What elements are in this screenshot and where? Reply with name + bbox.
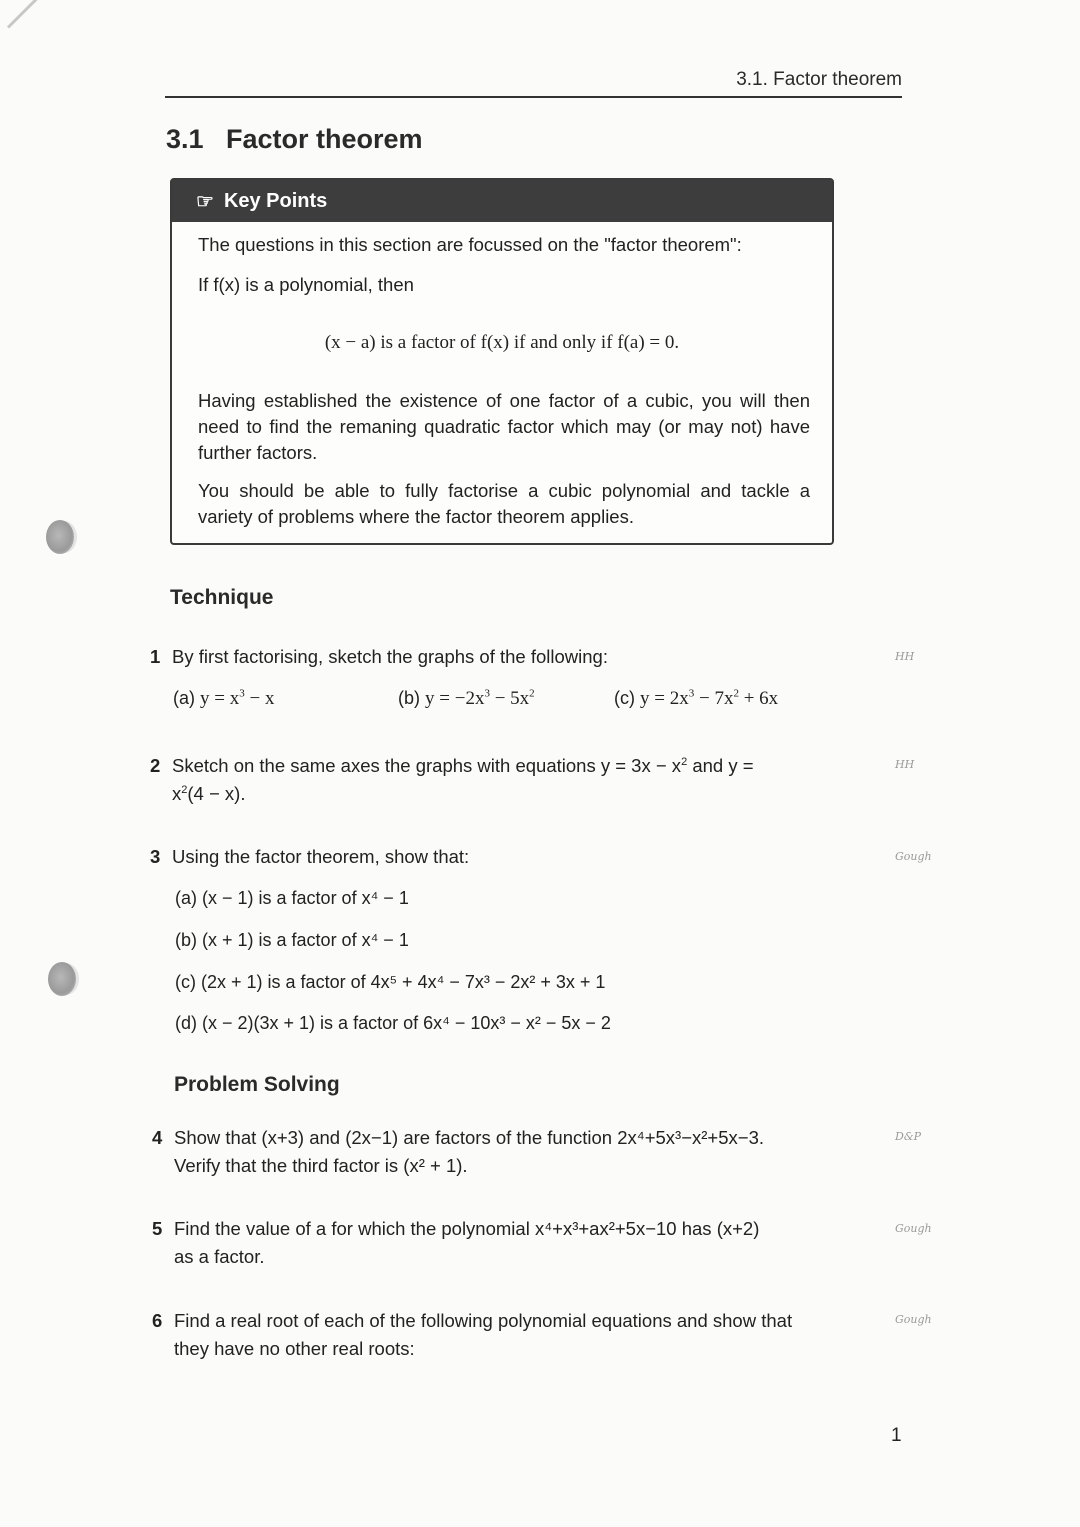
exponent: 2 — [181, 783, 188, 796]
part-text: (2x + 1) is a factor of 4x⁵ + 4x⁴ − 7x³ − 2x² + 3x + 1 — [201, 972, 606, 992]
scan-corner-mark — [7, 0, 42, 29]
part-label: (c) — [175, 972, 196, 992]
question-3c — [175, 972, 605, 993]
question-text: Verify that the third factor is (x² + 1). — [174, 1155, 468, 1176]
part-expr: y = 2x — [640, 688, 689, 709]
key-points-paragraph-2: You should be able to fully factorise a cubic polynomial and tackle a variety of problems where the factor theorem applies. — [198, 480, 810, 527]
punch-hole — [48, 962, 76, 996]
question-text: By first factorising, sketch the graphs of the following: — [172, 646, 608, 667]
part-label: (a) — [173, 688, 195, 708]
question-1 — [150, 643, 840, 671]
problem-solving-heading: Problem Solving — [174, 1073, 340, 1096]
question-text: x — [172, 783, 182, 804]
margin-note: Gough — [895, 1313, 932, 1326]
question-1c — [614, 688, 778, 710]
part-text: (x + 1) is a factor of x⁴ − 1 — [202, 930, 409, 950]
question-number: 1 — [150, 646, 161, 667]
section-number: 3.1 — [166, 124, 204, 154]
question-number: 6 — [152, 1310, 163, 1331]
exponent: 2 — [681, 755, 688, 768]
section-title — [166, 124, 423, 155]
exponent: 2 — [529, 687, 535, 700]
key-points-title: Key Points — [223, 189, 328, 212]
question-3a — [175, 888, 409, 909]
question-1b — [398, 688, 535, 710]
section-title-text: Factor theorem — [226, 124, 423, 154]
part-label: (d) — [175, 1013, 197, 1033]
question-text: Sketch on the same axes the graphs with equations y = 3x − x — [172, 755, 682, 776]
running-header — [165, 66, 902, 98]
question-text: they have no other real roots: — [174, 1338, 415, 1359]
question-text: Show that (x+3) and (2x−1) are factors of the function 2x⁴+5x³−x²+5x−3. — [174, 1127, 764, 1148]
question-3b — [175, 930, 409, 951]
part-expr: y = −2x — [425, 688, 485, 709]
question-text: and y = — [687, 755, 754, 776]
exponent: 3 — [239, 687, 245, 700]
question-5 — [152, 1215, 842, 1271]
question-number: 5 — [152, 1218, 163, 1239]
pointing-hand-icon: ☞ — [196, 190, 214, 213]
technique-heading: Technique — [170, 586, 274, 609]
part-expr: y = x — [200, 688, 240, 709]
part-label: (c) — [614, 688, 635, 708]
question-text: as a factor. — [174, 1246, 265, 1267]
key-points-theorem: (x − a) is a factor of f(x) if and only if f(a) = 0. — [324, 332, 680, 353]
margin-note: Gough — [895, 850, 932, 863]
key-points-intro: The questions in this section are focussed on the "factor theorem": — [198, 234, 742, 255]
exponent: 2 — [733, 687, 739, 700]
key-points-header — [172, 180, 832, 222]
question-4 — [152, 1124, 842, 1180]
question-6 — [152, 1307, 842, 1363]
part-expr: − x — [244, 688, 275, 709]
part-expr: − 7x — [694, 688, 734, 709]
key-points-premise: If f(x) is a polynomial, then — [198, 274, 414, 295]
question-1a — [173, 688, 274, 710]
exponent: 3 — [688, 687, 695, 700]
question-2 — [150, 752, 840, 808]
part-expr: − 5x — [489, 688, 530, 709]
key-points-paragraph-1: Having established the existence of one factor of a cubic, you will then need to find the remaning quadratic factor which may (or may not) have further factors. — [198, 390, 810, 463]
question-number: 3 — [150, 846, 161, 867]
question-3 — [150, 843, 840, 871]
punch-hole — [46, 520, 74, 554]
part-label: (b) — [398, 688, 420, 708]
part-text: (x − 1) is a factor of x⁴ − 1 — [202, 888, 409, 908]
running-header-text: 3.1. Factor theorem — [736, 69, 902, 90]
margin-note: HH — [895, 758, 915, 771]
question-number: 2 — [150, 755, 161, 776]
part-text: (x − 2)(3x + 1) is a factor of 6x⁴ − 10x³ − x² − 5x − 2 — [202, 1013, 611, 1033]
margin-note: HH — [895, 650, 915, 663]
margin-note: D&P — [895, 1130, 922, 1143]
question-text: (4 − x). — [187, 783, 246, 804]
key-points-box — [170, 178, 834, 545]
margin-note: Gough — [895, 1222, 932, 1235]
question-text: Find a real root of each of the following polynomial equations and show that — [174, 1310, 793, 1331]
question-text: Find the value of a for which the polynomial x⁴+x³+ax²+5x−10 has (x+2) — [174, 1218, 760, 1239]
page-number: 1 — [891, 1425, 902, 1446]
part-label: (b) — [175, 930, 197, 950]
exponent: 3 — [484, 687, 490, 700]
part-expr: + 6x — [738, 688, 779, 709]
question-text: Using the factor theorem, show that: — [172, 846, 470, 867]
question-3d — [175, 1013, 611, 1034]
part-label: (a) — [175, 888, 197, 908]
question-number: 4 — [152, 1127, 163, 1148]
